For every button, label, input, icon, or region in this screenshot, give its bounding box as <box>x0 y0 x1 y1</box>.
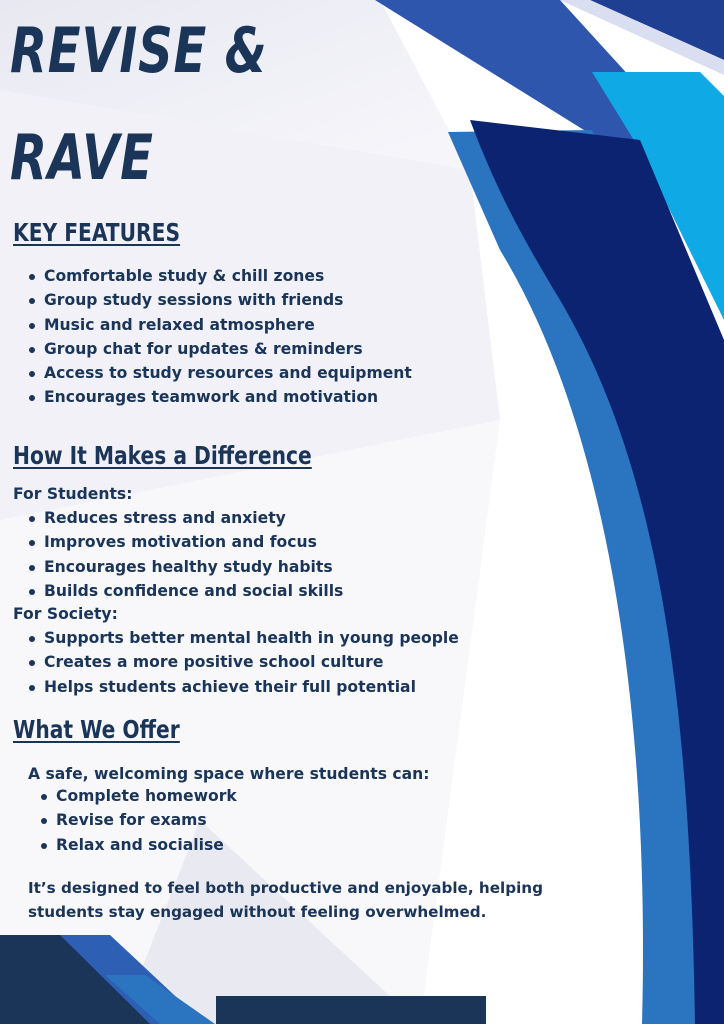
society-item: Creates a more positive school culture <box>28 650 459 674</box>
students-item: Reduces stress and anxiety <box>28 506 343 530</box>
title-line-1: REVISE & <box>10 14 268 87</box>
key-features-heading: KEY FEATURES <box>13 218 181 247</box>
society-item: Helps students achieve their full potential <box>28 675 459 699</box>
students-list <box>28 506 343 603</box>
students-item: Encourages healthy study habits <box>28 555 343 579</box>
key-feature-item: Group chat for updates & reminders <box>28 337 412 361</box>
offer-item: Revise for exams <box>40 808 237 832</box>
for-society-label: For Society: <box>13 605 118 623</box>
for-students-label: For Students: <box>13 485 133 503</box>
key-feature-item: Comfortable study & chill zones <box>28 264 412 288</box>
key-feature-item: Group study sessions with friends <box>28 288 412 312</box>
closing-line-1: It’s designed to feel both productive and enjoyable, helping <box>28 879 543 897</box>
key-features-list <box>28 264 412 410</box>
students-item: Improves motivation and focus <box>28 530 343 554</box>
difference-heading: How It Makes a Difference <box>13 441 312 470</box>
offer-intro: A safe, welcoming space where students can: <box>28 765 430 783</box>
offer-item: Complete homework <box>40 784 237 808</box>
offer-list <box>40 784 237 857</box>
what-we-offer-heading: What We Offer <box>13 715 180 744</box>
key-feature-item: Encourages teamwork and motivation <box>28 385 412 409</box>
offer-item: Relax and socialise <box>40 833 237 857</box>
society-list <box>28 626 459 699</box>
society-item: Supports better mental health in young people <box>28 626 459 650</box>
students-item: Builds confidence and social skills <box>28 579 343 603</box>
title-line-2: RAVE <box>10 121 154 194</box>
key-feature-item: Access to study resources and equipment <box>28 361 412 385</box>
key-feature-item: Music and relaxed atmosphere <box>28 313 412 337</box>
closing-line-2: students stay engaged without feeling overwhelmed. <box>28 903 487 921</box>
